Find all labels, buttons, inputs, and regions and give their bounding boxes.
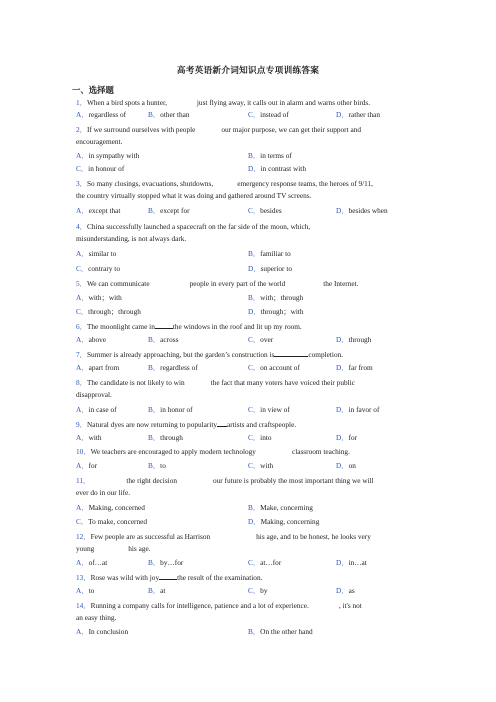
option-b[interactable]: B．regardless of [148,363,198,372]
option-d[interactable]: D．through [336,335,372,344]
question-number: 2． [76,125,87,134]
question-2: 2．If we surround ourselves with people our major purpose, we can get their support and [76,125,361,134]
question-continuation: disapproval. [76,390,112,399]
option-a[interactable]: A．above [76,335,107,344]
option-a[interactable]: A．Making, concerned [76,503,145,512]
option-d[interactable]: D．besides when [336,206,388,215]
option-a[interactable]: A．with；with [76,293,122,302]
option-b[interactable]: B．by…for [148,558,184,567]
option-d[interactable]: D．far from [336,363,373,372]
option-c[interactable]: C．into [248,433,272,442]
question-continuation: an easy thing. [76,613,117,622]
option-a[interactable]: A．in sympathy with [76,151,140,160]
question-number: 3． [76,179,87,188]
option-d[interactable]: D．on [336,461,356,470]
page-title: 高考英语新介词知识点专项训练答案 [176,65,320,75]
option-c[interactable]: C．through；through [76,307,141,316]
option-b[interactable]: B．with；through [248,293,304,302]
option-c[interactable]: C．over [248,335,274,344]
option-b[interactable]: B．at [148,586,166,595]
option-c[interactable]: C．contrary to [76,264,120,273]
option-b[interactable]: B．On the other hand [248,627,313,636]
option-d[interactable]: D．rather than [336,110,380,119]
question-6: 6．The moonlight came in the windows in the roof and lit up my room. [76,322,302,331]
question-continuation: misunderstanding, is not always dark. [76,234,187,243]
option-a[interactable]: A．of…at [76,558,108,567]
question-number: 14． [76,601,91,610]
option-a[interactable]: A．In conclusion [76,627,129,636]
question-number: 10． [76,447,91,456]
question-continuation: the country virtually stopped what it was doing and gathered around TV screens. [76,191,312,200]
option-c[interactable]: C．at…for [248,558,282,567]
option-b[interactable]: B．in terms of [248,151,292,160]
option-c[interactable]: C．in view of [248,405,290,414]
question-continuation: ever do in our life. [76,488,131,497]
option-c[interactable]: C．besides [248,206,282,215]
question-14: 14．Running a company calls for intelligence, patience and a lot of experience. , it's not [76,601,362,610]
question-number: 5． [76,279,87,288]
option-d[interactable]: D．in…at [336,558,367,567]
option-d[interactable]: D．in contrast with [248,164,306,173]
option-a[interactable]: A．except that [76,206,121,215]
question-5: 5．We can communicate people in every part of the world the Internet. [76,279,359,288]
question-number: 7． [76,350,87,359]
option-c[interactable]: C．instead of [248,110,289,119]
question-number: 12． [76,532,91,541]
option-b[interactable]: B．in honor of [148,405,193,414]
question-4: 4．China successfully launched a spacecraft on the far side of the moon, which, [76,222,311,231]
option-b[interactable]: B．across [148,335,179,344]
question-number: 9． [76,420,87,429]
option-d[interactable]: D．Making, concerning [248,517,320,526]
option-d[interactable]: D．as [336,586,355,595]
question-number: 6． [76,322,87,331]
question-1: 1．When a bird spots a hunter, just flying away, it calls out in alarm and warns other birds. [76,98,371,107]
option-c[interactable]: C．with [248,461,274,470]
option-d[interactable]: D．in favor of [336,405,380,414]
option-a[interactable]: A．for [76,461,98,470]
question-8: 8．The candidate is not likely to win the fact that many voters have voiced their public [76,378,355,387]
option-c[interactable]: C．on account of [248,363,300,372]
question-13: 13．Rose was wild with joy the result of the examination. [76,573,263,582]
question-number: 13． [76,573,91,582]
section-heading: 一、选择题 [72,86,114,95]
option-d[interactable]: D．through；with [248,307,304,316]
question-12: 12．Few people are as successful as Harrison his age, and to be honest, he looks very [76,532,371,541]
option-b[interactable]: B．through [148,433,183,442]
question-9: 9．Natural dyes are now returning to popularity artists and craftspeople. [76,420,297,429]
option-b[interactable]: B．to [148,461,166,470]
question-continuation: encouragement. [76,137,123,146]
option-b[interactable]: B．familiar to [248,249,291,258]
option-b[interactable]: B．Make, concerning [248,503,313,512]
option-a[interactable]: A．with [76,433,102,442]
question-continuation: young his age. [76,544,151,553]
option-d[interactable]: D．for [336,433,358,442]
option-a[interactable]: A．to [76,586,95,595]
option-c[interactable]: C．by [248,586,268,595]
option-d[interactable]: D．superior to [248,264,292,273]
option-a[interactable]: A．apart from [76,363,120,372]
question-number: 8． [76,378,87,387]
question-11: 11． the right decision our future is probably the most important thing we will [76,476,374,485]
question-number: 11． [76,476,91,485]
option-a[interactable]: A．similar to [76,249,117,258]
question-7: 7．Summer is already approaching, but the garden’s construction is completion. [76,350,344,359]
option-b[interactable]: B．except for [148,206,190,215]
option-a[interactable]: A．in case of [76,405,117,414]
option-c[interactable]: C．in honour of [76,164,125,173]
question-number: 4． [76,222,87,231]
question-3: 3．So many closings, evacuations, shutdowns, emergency response teams, the heroes of 9/11, [76,179,373,188]
option-c[interactable]: C．To make, concerned [76,517,148,526]
question-10: 10．We teachers are encouraged to apply modern technology classroom teaching. [76,447,350,456]
option-b[interactable]: B．other than [148,110,190,119]
option-a[interactable]: A．regardless of [76,110,127,119]
question-number: 1． [76,98,87,107]
